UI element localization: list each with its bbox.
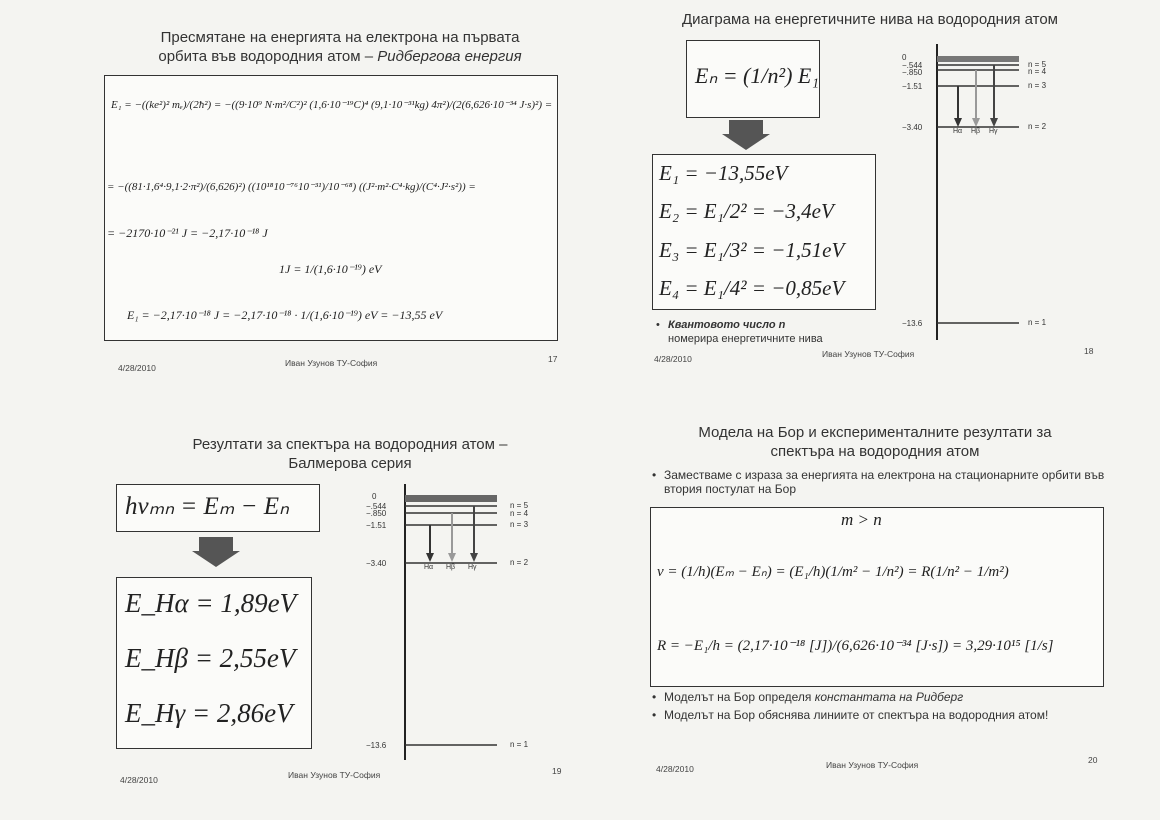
level-label-544: −.544 (366, 502, 387, 511)
level-label-151: −1.51 (902, 82, 923, 91)
slide20-bullet-2: • Моделът на Бор определя константата на Ридберг (652, 690, 964, 704)
slide17-formula-box (104, 75, 558, 341)
n-label-4: n = 4 (1028, 67, 1047, 76)
slide19-title-line2: Балмерова серия (288, 455, 412, 472)
slide19-page-number: 19 (552, 766, 562, 776)
slide20-bullet1-text: Заместваме с израза за енергията на електрона на стационарните орбити във втория постулат на Бор (664, 468, 1105, 496)
slide17-title-italic: Ридбергова енергия (377, 48, 522, 65)
slide20-author: Иван Узунов ТУ-София (826, 760, 919, 770)
slide19-h-beta-energy: E_Hβ = 2,55eV (125, 643, 296, 673)
slide19-formula: hνₘₙ = Eₘ − Eₙ (125, 493, 289, 520)
h-gamma-label: Hγ (468, 564, 477, 571)
slide20-page-number: 20 (1088, 755, 1098, 765)
slide20-formula-box (650, 507, 1104, 687)
down-arrow-head-icon (192, 551, 240, 567)
slide17-page-number: 17 (548, 354, 558, 364)
n-label-2: n = 2 (1028, 122, 1047, 131)
h-alpha-label: Hα (953, 128, 963, 135)
slide18-date: 4/28/2010 (654, 354, 692, 364)
slide17-title-line1: Пресмятане на енергията на електрона на първата (160, 29, 520, 46)
level-label-0: 0 (372, 492, 377, 501)
slide19-diagram-lines (0, 0, 1, 1)
slide18-energy-line-2: E₂ = E₁/2² = −3,4eV (659, 199, 834, 223)
slide20-title-line2: спектъра на водородния атом (770, 443, 980, 460)
level-label-850: −.850 (366, 509, 387, 518)
n-label-2: n = 2 (510, 558, 529, 567)
h-alpha-label: Hα (424, 564, 434, 571)
slide17-eq-line2: = −((81·1,6⁴·9,1·2·π²)/(6,626)²) ((10¹⁸10⁻⁷⁶10⁻³¹)/10⁻⁶⁸) ((J²·m²·C⁴·kg)/(C⁴·J²·s²)) = (107, 181, 476, 193)
down-arrow-head-icon (722, 134, 770, 150)
n-label-1: n = 1 (1028, 318, 1047, 327)
n-label-3: n = 3 (1028, 81, 1047, 90)
slide18-title: Диаграма на енергетичните нива на водородния атом (682, 11, 1058, 28)
slide20-bullet3-text: Моделът на Бор обяснява линиите от спектъра на водородния атом! (664, 708, 1049, 722)
level-label-544: −.544 (902, 61, 923, 70)
h-beta-label: Hβ (446, 564, 456, 571)
slide17-eq-line5: E₁ = −2,17·10⁻¹⁸ J = −2,17·10⁻¹⁸ · 1/(1,6·10⁻¹⁹) eV = −13,55 eV (127, 308, 443, 322)
level-label-136: −13.6 (902, 319, 923, 328)
h-beta-label: Hβ (971, 128, 981, 135)
level-label-0: 0 (902, 53, 907, 62)
level-label-151: −1.51 (366, 521, 387, 530)
slide19-title-line1: Резултати за спектъра на водородния атом – (192, 436, 508, 453)
slide18-bullet-bold: Квантовото число n (668, 319, 786, 331)
slide20-equation-1: ν = (1/h)(Eₘ − Eₙ) = (E₁/h)(1/m² − 1/n²) = R(1/n² − 1/m²) (657, 564, 1009, 580)
slide20-bullet2-italic: константата на Ридберг (814, 690, 964, 704)
n-label-3: n = 3 (510, 520, 529, 529)
level-label-340: −3.40 (366, 559, 387, 568)
slide18-energy-line-4: E₄ = E₁/4² = −0,85eV (659, 276, 845, 300)
slide19-author: Иван Узунов ТУ-София (288, 770, 381, 780)
slide20-condition: m > n (841, 510, 882, 529)
level-label-340: −3.40 (902, 123, 923, 132)
slide20-title-line1: Модела на Бор и експерименталните резултати за (698, 424, 1052, 441)
slide18-energy-line-1: E₁ = −13,55eV (659, 161, 788, 185)
slide18-bullet: • Квантовото число n номерира енергетичните нива (656, 319, 823, 345)
slide17-title (105, 28, 575, 66)
slide18-energy-line-3: E₃ = E₁/3² = −1,51eV (659, 238, 845, 262)
slide17-title-line2: орбита във водородния атом – (158, 48, 378, 65)
n-label-4: n = 4 (510, 509, 529, 518)
down-arrow-icon (199, 537, 233, 551)
h-gamma-label: Hγ (989, 128, 998, 135)
slide17-eq-line4: 1J = 1/(1,6·10⁻¹⁹) eV (279, 262, 382, 276)
n-label-1: n = 1 (510, 740, 529, 749)
slide18-levels-box (652, 154, 876, 310)
slide17-author: Иван Узунов ТУ-София (285, 358, 378, 368)
n-label-5: n = 5 (510, 501, 529, 510)
slide19-h-gamma-energy: E_Hγ = 2,86eV (125, 698, 293, 728)
down-arrow-icon (729, 120, 763, 134)
slide18-general-formula-box (686, 40, 820, 118)
level-label-136: −13.6 (366, 741, 387, 750)
slide19-formula-box (116, 484, 320, 532)
slide20-title (650, 423, 1100, 461)
slide17-eq-line1: E₁ = −((ke²)² mₑ)/(2ħ²) = −((9·10⁹ N·m²/C²)² (1,6·10⁻¹⁹C)⁴ (9,1·10⁻³¹kg) 4π²)/(2(6,626·10⁻³⁴ J·s)²) = (111, 99, 553, 111)
slide20-bullet-1: • Заместваме с израза за енергията на електрона на стационарните орбити във втория постулат на Бор (652, 468, 1105, 496)
slide20-bullet2-text: Моделът на Бор определя (664, 690, 815, 704)
slide18-page-number: 18 (1084, 346, 1094, 356)
slide17-eq-line3: = −2170·10⁻²¹ J = −2,17·10⁻¹⁸ J (107, 226, 268, 240)
slide20-equation-2: R = −E₁/h = (2,17·10⁻¹⁸ [J])/(6,626·10⁻³⁴ [J·s]) = 3,29·10¹⁵ [1/s] (657, 638, 1054, 654)
n-label-5: n = 5 (1028, 60, 1047, 69)
slide20-date: 4/28/2010 (656, 764, 694, 774)
slide17-date: 4/28/2010 (118, 363, 156, 373)
slide18-bullet-rest: номерира енергетичните нива (668, 333, 823, 345)
slide18-author: Иван Узунов ТУ-София (822, 349, 915, 359)
slide20-bullet-3: • Моделът на Бор обяснява линиите от спектъра на водородния атом! (652, 708, 1049, 722)
slide19-title (140, 435, 560, 473)
slide19-date: 4/28/2010 (120, 775, 158, 785)
slide18-general-formula: Eₙ = (1/n²) E₁ (695, 63, 819, 88)
slide19-h-alpha-energy: E_Hα = 1,89eV (125, 588, 297, 618)
slide19-results-box (116, 577, 312, 749)
level-label-850: −.850 (902, 68, 923, 77)
